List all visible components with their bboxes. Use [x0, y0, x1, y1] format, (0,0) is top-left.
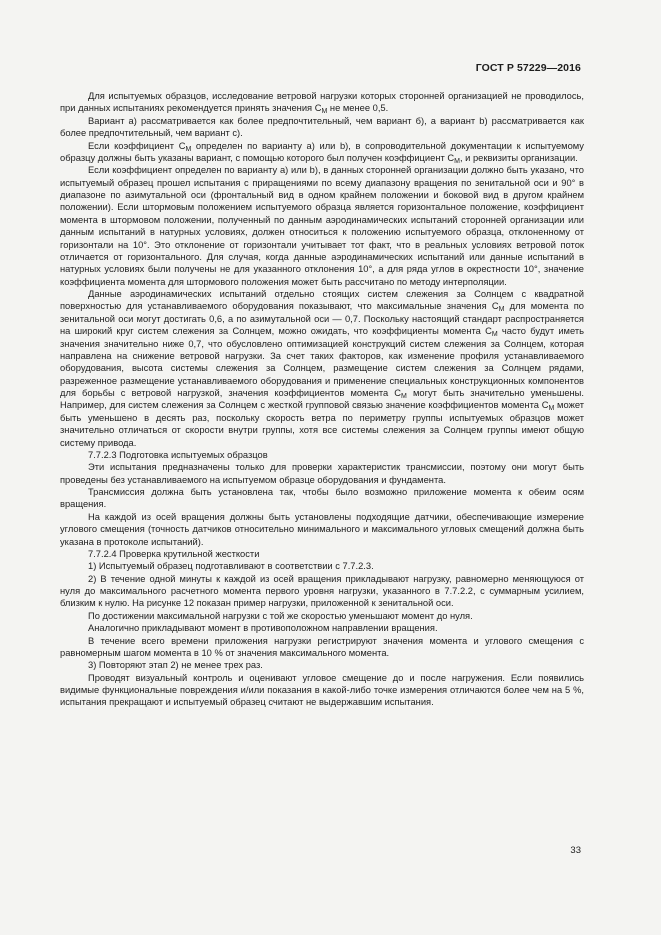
paragraph: Если коэффициент $C_M$ определен по варианту а) или b), в сопроводительной документации к испытуемому образцу должны быть указаны вариант, с помощью которого был получен коэффициент $C_M$, и реквизиты организации.: [60, 140, 584, 165]
paragraph: На каждой из осей вращения должны быть установлены подходящие датчики, обеспечивающие измерение углового смещения (точность датчиков относительно минимального и максимального угловых смещений должна быть указана в протоколе испытаний).: [60, 511, 584, 547]
list-item: 2) В течение одной минуты к каждой из осей вращения прикладывают нагрузку, равномерно меняющуюся от нуля до максимального расчетного момента первого уровня нагрузки, указанного в 7.7.2.2, с суммарным усилием, близким к нулю. На рисунке 12 показан пример нагрузки, приложенной к зенитальной оси.: [60, 573, 584, 609]
paragraph: Если коэффициент определен по варианту а) или b), в данных сторонней организации должно быть указано, что испытуемый образец прошел испытания с приращениями по всему диапазону вращения по зенитальной оси и 90° в диапазоне по азимутальной оси (фронтальный вид в одном крайнем положении и боковой вид в другом крайнем положении). Если штормовым положением испытуемого образца является горизонтальное положение, коэффициент момента в штормовом положении, полученный по данным аэродинамических испытаний сторонней организации или данным испытаний в натурных условиях, должен относиться к положению испытуемого образца, отклоненному от горизонтали на 10°. Это отклонение от горизонтали учитывает тот факт, что в реальных условиях ветровой поток отличается от горизонтального. Для случая, когда данные аэродинамических испытаний или данные испытаний в натурных условиях были получены не для указанного отклонения 10°, а для ряда углов в окрестности 10°, значение коэффициента момента для штормового положения может быть рассчитано по методу интерполяции.: [60, 165, 584, 287]
paragraph: Данные аэродинамических испытаний отдельно стоящих систем слежения за Солнцем с квадратной поверхностью для устанавливаемого оборудования показывают, что максимальные значения $C_M$ для момента по зенитальной оси могут достигать 0,6, а по азимутальной оси — 0,7. Поскольку настоящий стандарт распространяется на широкий круг систем слежения за Солнцем, можно ожидать, что коэффициенты момента $C_M$ часто будут иметь значения значительно ниже 0,7, что обусловлено оптимизацией конструкций систем слежения за Солнцем, которая направлена на снижение ветровой нагрузки. За счет таких факторов, как изменение профиля устанавливаемого оборудования, высота системы слежения за Солнцем, размещение систем слежения за Солнцем рядами, разреженное размещение устанавливаемого оборудования и применение специальных конструкционных компонентов для борьбы с ветровой нагрузкой, значения коэффициентов момента $C_M$ могут быть значительно уменьшены. Например, для систем слежения за Солнцем с жесткой групповой связью значение коэффициентов момента $C_M$ может быть уменьшено в десять раз, поскольку скорость ветра по периметру группы испытуемых образцов может значительно отличаться от скорости внутри группы, хотя все системы слежения за Солнцем группы имеют общую систему привода.: [60, 289, 584, 448]
paragraph: Для испытуемых образцов, исследование ветровой нагрузки которых сторонней организацией не проводилось, при данных испытаниях рекомендуется принять значения $C_M$ не менее 0,5.: [60, 91, 584, 116]
paragraph: В течение всего времени приложения нагрузки регистрируют значения момента и углового смещения с равномерным шагом момента в 10 % от значения максимального момента.: [60, 635, 584, 658]
paragraph: По достижении максимальной нагрузки с той же скоростью уменьшают момент до нуля.: [88, 610, 473, 621]
list-item: 1) Испытуемый образец подготавливают в соответствии с 7.7.2.3.: [88, 561, 374, 572]
section-heading: 7.7.2.4 Проверка крутильной жесткости: [88, 548, 260, 559]
paragraph: Эти испытания предназначены только для проверки характеристик трансмиссии, поэтому они могут быть проведены без устанавливаемого на испытуемом образце оборудования и фундамента.: [60, 462, 584, 485]
paragraph: Трансмиссия должна быть установлена так, чтобы было возможно приложение момента к обеим осям вращения.: [60, 487, 584, 510]
paragraph: Вариант а) рассматривается как более предпочтительный, чем вариант б), а вариант b) рассматривается как более предпочтительный, чем вариант с).: [60, 115, 584, 139]
paragraph: Проводят визуальный контроль и оценивают угловое смещение до и после нагружения. Если появились видимые функциональные повреждения и/или показания в какой-либо точке измерения отличаются более чем на 5 %, испытания прекращают и испытуемый образец считают не выдержавшим испытания.: [60, 672, 584, 708]
document-body: [60, 90, 584, 709]
standard-header: ГОСТ Р 57229—2016: [475, 62, 581, 74]
page-number: 33: [570, 845, 581, 856]
list-item: 3) Повторяют этап 2) не менее трех раз.: [88, 660, 263, 671]
section-heading: 7.7.2.3 Подготовка испытуемых образцов: [88, 449, 268, 460]
paragraph: Аналогично прикладывают момент в противоположном направлении вращения.: [88, 623, 438, 634]
